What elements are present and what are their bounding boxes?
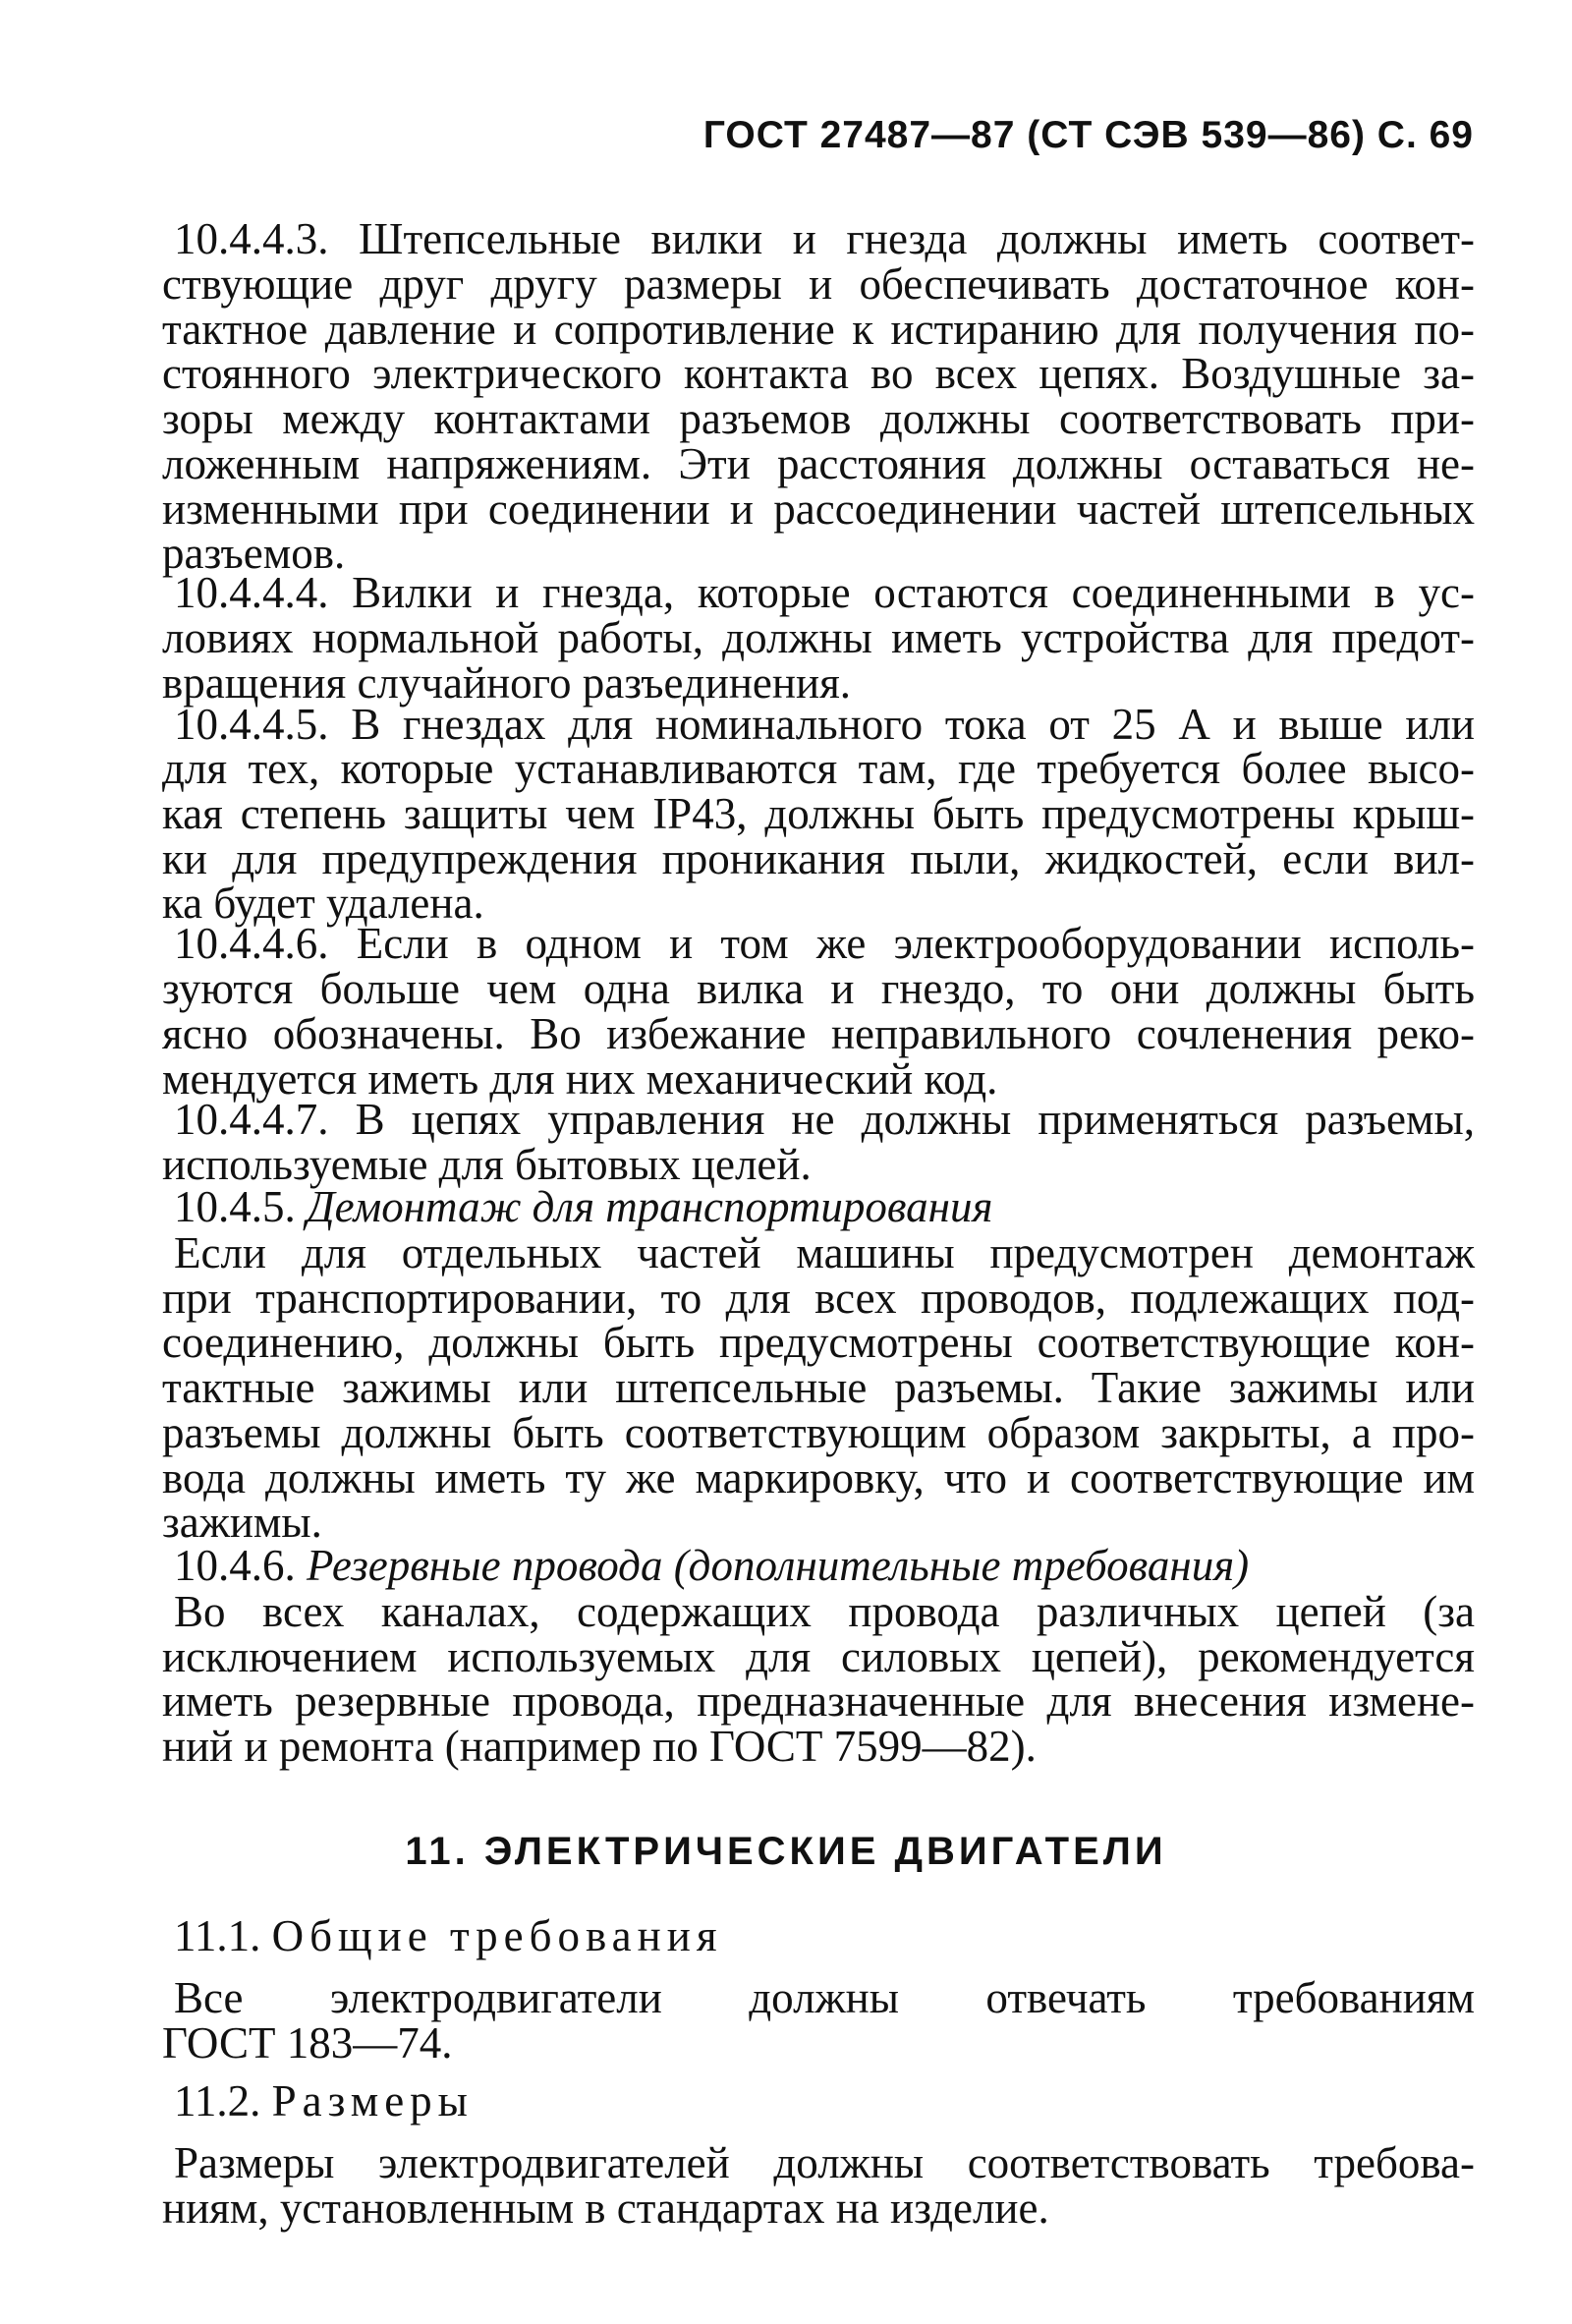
text-line: 10.4.4.5. В гнездах для номинального тока от 25 А и выше или — [174, 700, 1475, 749]
text-line: ний и ремонта (например по ГОСТ 7599—82). — [162, 1722, 1037, 1771]
text-line: используемые для бытовых целей. — [162, 1140, 812, 1189]
subsection-number: 11.1. — [174, 1911, 261, 1960]
text-line: ГОСТ 183—74. — [162, 2018, 453, 2068]
text-line: ки для предупреждения проникания пыли, жидкостей, если вил- — [162, 834, 1475, 883]
subsection-title: Демонтаж для транспортирования — [307, 1182, 993, 1231]
text-line: вращения случайного разъединения. — [162, 658, 852, 708]
text-line: стоянного электрического контакта во всех цепях. Воздушные за- — [162, 349, 1475, 398]
text-line: Если для отдельных частей машины предусмотрен демонтаж — [174, 1228, 1475, 1277]
text-line: исключением используемых для силовых цепей), рекомендуется — [162, 1632, 1475, 1681]
subsection-number: 10.4.6. — [174, 1541, 296, 1590]
subsection-number: 11.2. — [174, 2076, 261, 2126]
text-line: ниям, установленным в стандартах на изделие. — [162, 2183, 1049, 2233]
text-line: тактное давление и сопротивление к истиранию для получения по- — [162, 305, 1475, 354]
text-line: для тех, которые устанавливаются там, где требуется более высо- — [162, 744, 1475, 793]
text-line: зуются больше чем одна вилка и гнездо, то они должны быть — [162, 964, 1475, 1013]
section-title: 11. ЭЛЕКТРИЧЕСКИЕ ДВИГАТЕЛИ — [405, 1830, 1167, 1873]
subsection-title: Размеры — [271, 2076, 474, 2126]
text-line: ствующие друг другу размеры и обеспечивать достаточное кон- — [162, 259, 1475, 309]
text-line: при транспортировании, то для всех проводов, подлежащих под- — [162, 1274, 1475, 1323]
subsection-heading — [174, 2076, 1475, 2126]
text-line: ясно обозначены. Во избежание неправильного сочленения реко- — [162, 1009, 1475, 1058]
subsection-heading — [174, 1541, 1475, 1590]
text-line: соединению, должны быть предусмотрены соответствующие кон- — [162, 1318, 1475, 1367]
subsection-number: 10.4.5. — [174, 1182, 296, 1231]
subsection-title: Резервные провода (дополнительные требования) — [307, 1541, 1250, 1590]
subsection-title: Общие требования — [271, 1911, 723, 1960]
text-line: зажимы. — [162, 1498, 322, 1547]
text-line: Размеры электродвигателей должны соответствовать требова- — [174, 2138, 1475, 2187]
subsection-heading — [174, 1911, 1475, 1960]
text-line: мендуется иметь для них механический код. — [162, 1054, 998, 1104]
text-line: тактные зажимы или штепсельные разъемы. Такие зажимы или — [162, 1363, 1475, 1412]
text-line: Во всех каналах, содержащих провода различных цепей (за — [174, 1587, 1475, 1636]
text-line: 10.4.4.6. Если в одном и том же электрооборудовании исполь- — [174, 919, 1475, 968]
text-line: 10.4.4.3. Штепсельные вилки и гнезда должны иметь соответ- — [174, 214, 1475, 263]
running-header: ГОСТ 27487—87 (СТ СЭВ 539—86) С. 69 — [702, 114, 1474, 156]
text-line: ложенным напряжениям. Эти расстояния должны оставаться не- — [162, 439, 1475, 488]
subsection-heading — [174, 1182, 1475, 1231]
text-line: вода должны иметь ту же маркировку, что и соответствующие им — [162, 1453, 1475, 1502]
text-line: иметь резервные провода, предназначенные для внесения измене- — [162, 1676, 1475, 1726]
text-line: кая степень защиты чем IP43, должны быть предусмотрены крыш- — [162, 789, 1475, 838]
text-line: ловиях нормальной работы, должны иметь устройства для предот- — [162, 613, 1475, 662]
text-line: Все электродвигатели должны отвечать требованиям — [174, 1973, 1475, 2022]
text-line: разъемы должны быть соответствующим образом закрыты, а про- — [162, 1408, 1475, 1457]
text-line: изменными при соединении и рассоединении частей штепсельных — [162, 484, 1475, 534]
text-line: разъемов. — [162, 529, 346, 578]
text-line: 10.4.4.7. В цепях управления не должны применяться разъемы, — [174, 1095, 1475, 1144]
text-line: зоры между контактами разъемов должны соответствовать при- — [162, 394, 1475, 443]
text-line: ка будет удалена. — [162, 879, 484, 928]
text-line: 10.4.4.4. Вилки и гнезда, которые остаются соединенными в ус- — [174, 568, 1475, 617]
